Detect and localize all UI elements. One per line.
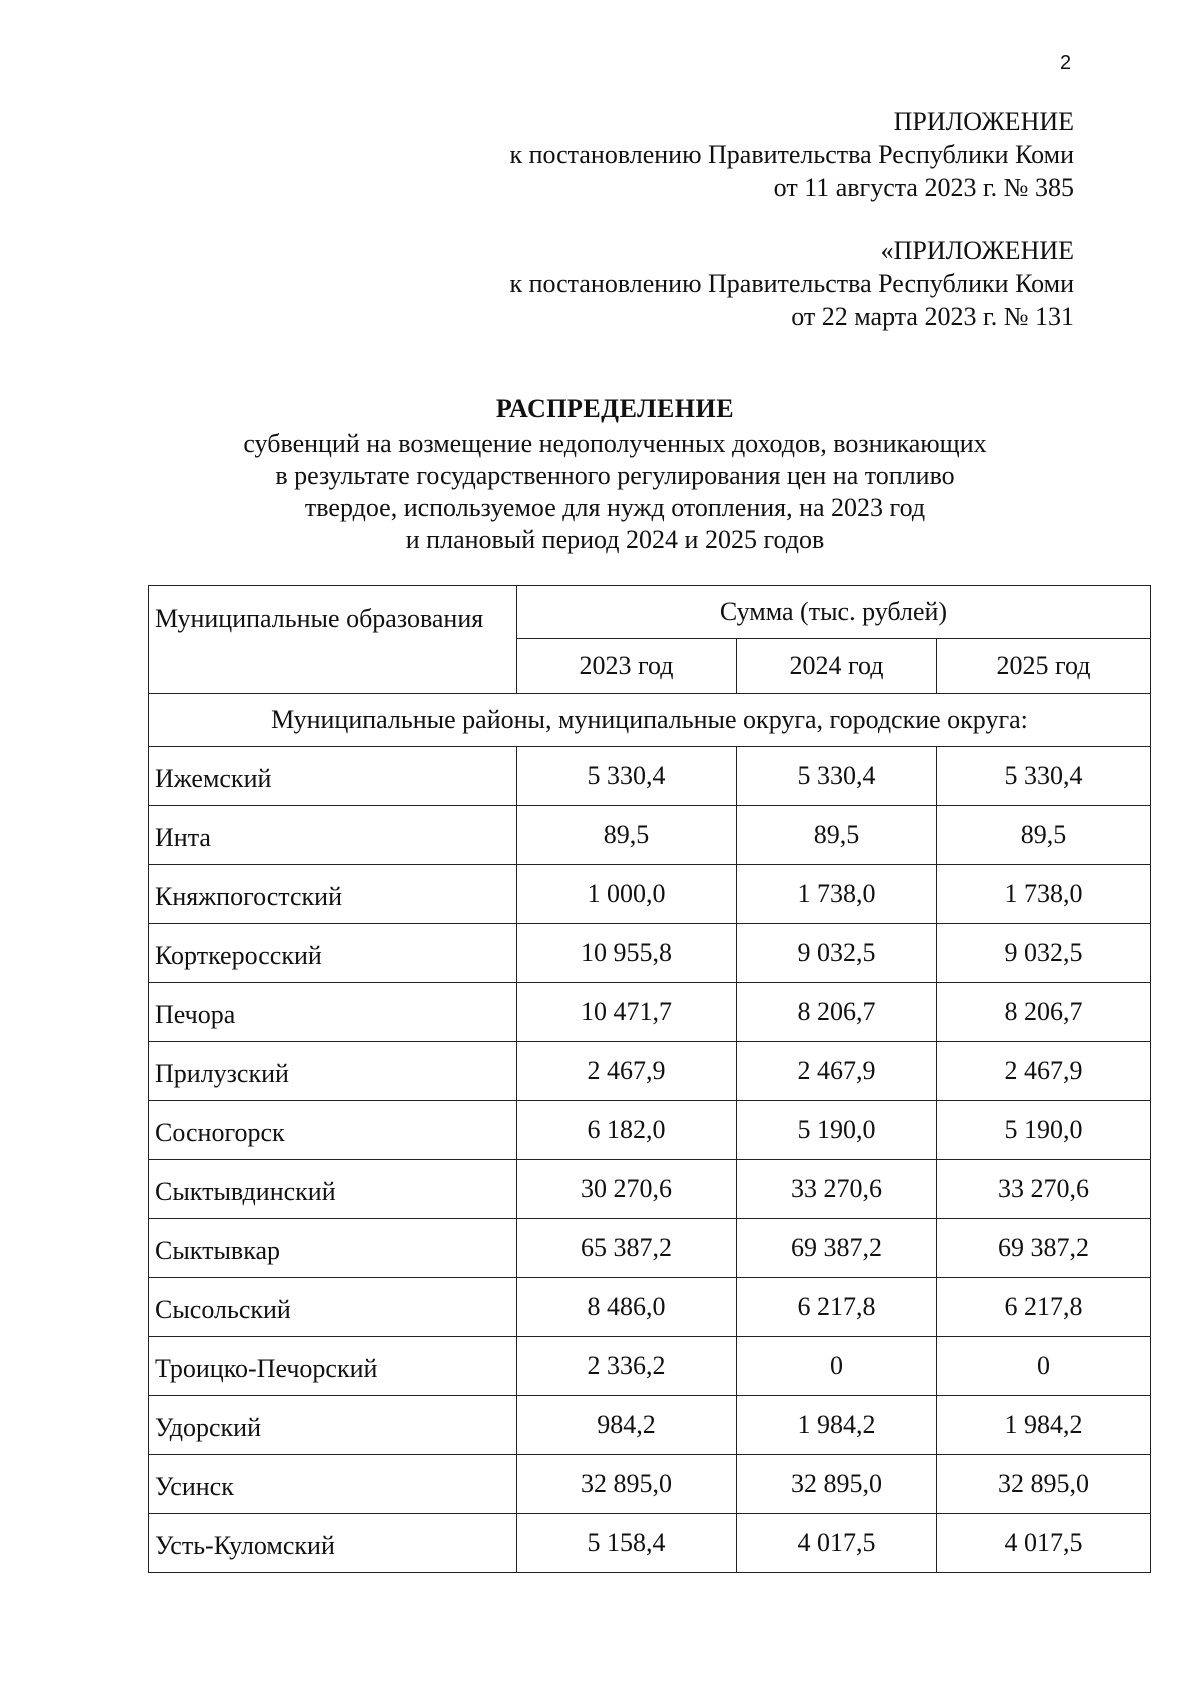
table-row	[149, 1101, 1151, 1160]
annex-current-title: ПРИЛОЖЕНИЕ	[893, 107, 1074, 136]
amount-2023: 10 955,8	[517, 924, 737, 983]
column-header-2025: 2025 год	[937, 639, 1151, 694]
municipality-name: Сыктывкар	[149, 1219, 517, 1278]
table-row	[149, 983, 1151, 1042]
subtitle-line: в результате государственного регулирования цен на топливо	[275, 461, 955, 490]
amount-2025: 0	[937, 1337, 1151, 1396]
amount-2025: 69 387,2	[937, 1219, 1151, 1278]
document-subtitle	[150, 428, 1080, 556]
amount-2024: 32 895,0	[737, 1455, 937, 1514]
amount-2024: 1 984,2	[737, 1396, 937, 1455]
municipality-name: Корткеросский	[149, 924, 517, 983]
amount-2024: 0	[737, 1337, 937, 1396]
municipality-name: Сосногорск	[149, 1101, 517, 1160]
amount-2025: 1 984,2	[937, 1396, 1151, 1455]
amount-2025: 2 467,9	[937, 1042, 1151, 1101]
amount-2024: 2 467,9	[737, 1042, 937, 1101]
table-row	[149, 1337, 1151, 1396]
amount-2023: 5 330,4	[517, 747, 737, 806]
subtitle-line: и плановый период 2024 и 2025 годов	[405, 525, 825, 554]
amount-2025: 89,5	[937, 806, 1151, 865]
annex-original-resolution: к постановлению Правительства Республики Коми	[509, 269, 1074, 298]
amount-2025: 9 032,5	[937, 924, 1151, 983]
table-row	[149, 747, 1151, 806]
annex-original-block	[509, 234, 1074, 333]
table-row	[149, 1278, 1151, 1337]
amount-2024: 89,5	[737, 806, 937, 865]
amount-2025: 33 270,6	[937, 1160, 1151, 1219]
distribution-table	[148, 585, 1151, 1573]
table-row	[149, 1455, 1151, 1514]
amount-2023: 2 336,2	[517, 1337, 737, 1396]
annex-original-title: «ПРИЛОЖЕНИЕ	[880, 236, 1074, 265]
column-header-sum: Сумма (тыс. рублей)	[517, 586, 1151, 639]
municipality-name: Сыктывдинский	[149, 1160, 517, 1219]
table-row	[149, 1514, 1151, 1573]
table-row	[149, 1042, 1151, 1101]
page-number: 2	[1060, 52, 1072, 74]
municipality-name: Печора	[149, 983, 517, 1042]
annex-original-date: от 22 марта 2023 г. № 131	[791, 302, 1074, 331]
annex-current-resolution: к постановлению Правительства Республики Коми	[509, 140, 1074, 169]
amount-2024: 4 017,5	[737, 1514, 937, 1573]
section-header: Муниципальные районы, муниципальные округа, городские округа:	[149, 694, 1151, 747]
amount-2025: 5 190,0	[937, 1101, 1151, 1160]
table-row	[149, 1396, 1151, 1455]
table-row	[149, 865, 1151, 924]
document-title: РАСПРЕДЕЛЕНИЕ	[495, 394, 735, 423]
amount-2023: 6 182,0	[517, 1101, 737, 1160]
municipality-name: Удорский	[149, 1396, 517, 1455]
amount-2023: 8 486,0	[517, 1278, 737, 1337]
amount-2024: 6 217,8	[737, 1278, 937, 1337]
amount-2025: 1 738,0	[937, 865, 1151, 924]
amount-2023: 984,2	[517, 1396, 737, 1455]
amount-2023: 10 471,7	[517, 983, 737, 1042]
amount-2025: 8 206,7	[937, 983, 1151, 1042]
amount-2023: 32 895,0	[517, 1455, 737, 1514]
municipality-name: Инта	[149, 806, 517, 865]
municipality-name: Сысольский	[149, 1278, 517, 1337]
annex-current-date: от 11 августа 2023 г. № 385	[773, 173, 1074, 202]
column-header-municipality: Муниципальные образования	[149, 586, 517, 694]
amount-2024: 1 738,0	[737, 865, 937, 924]
amount-2025: 5 330,4	[937, 747, 1151, 806]
column-header-2023: 2023 год	[517, 639, 737, 694]
amount-2024: 8 206,7	[737, 983, 937, 1042]
amount-2024: 69 387,2	[737, 1219, 937, 1278]
column-header-2024: 2024 год	[737, 639, 937, 694]
amount-2024: 5 190,0	[737, 1101, 937, 1160]
amount-2024: 5 330,4	[737, 747, 937, 806]
table-row	[149, 806, 1151, 865]
municipality-name: Усинск	[149, 1455, 517, 1514]
municipality-name: Троицко-Печорский	[149, 1337, 517, 1396]
table-row	[149, 924, 1151, 983]
municipality-name: Княжпогостский	[149, 865, 517, 924]
amount-2023: 5 158,4	[517, 1514, 737, 1573]
table-row	[149, 1219, 1151, 1278]
subtitle-line: субвенций на возмещение недополученных доходов, возникающих	[243, 429, 987, 458]
municipality-name: Ижемский	[149, 747, 517, 806]
amount-2023: 65 387,2	[517, 1219, 737, 1278]
amount-2023: 30 270,6	[517, 1160, 737, 1219]
municipality-name: Прилузский	[149, 1042, 517, 1101]
table-row	[149, 1160, 1151, 1219]
amount-2023: 2 467,9	[517, 1042, 737, 1101]
amount-2023: 1 000,0	[517, 865, 737, 924]
municipality-name: Усть-Куломский	[149, 1514, 517, 1573]
subtitle-line: твердое, используемое для нужд отопления, на 2023 год	[304, 493, 926, 522]
amount-2024: 33 270,6	[737, 1160, 937, 1219]
amount-2023: 89,5	[517, 806, 737, 865]
annex-current-block	[509, 105, 1074, 204]
amount-2024: 9 032,5	[737, 924, 937, 983]
amount-2025: 4 017,5	[937, 1514, 1151, 1573]
amount-2025: 32 895,0	[937, 1455, 1151, 1514]
amount-2025: 6 217,8	[937, 1278, 1151, 1337]
